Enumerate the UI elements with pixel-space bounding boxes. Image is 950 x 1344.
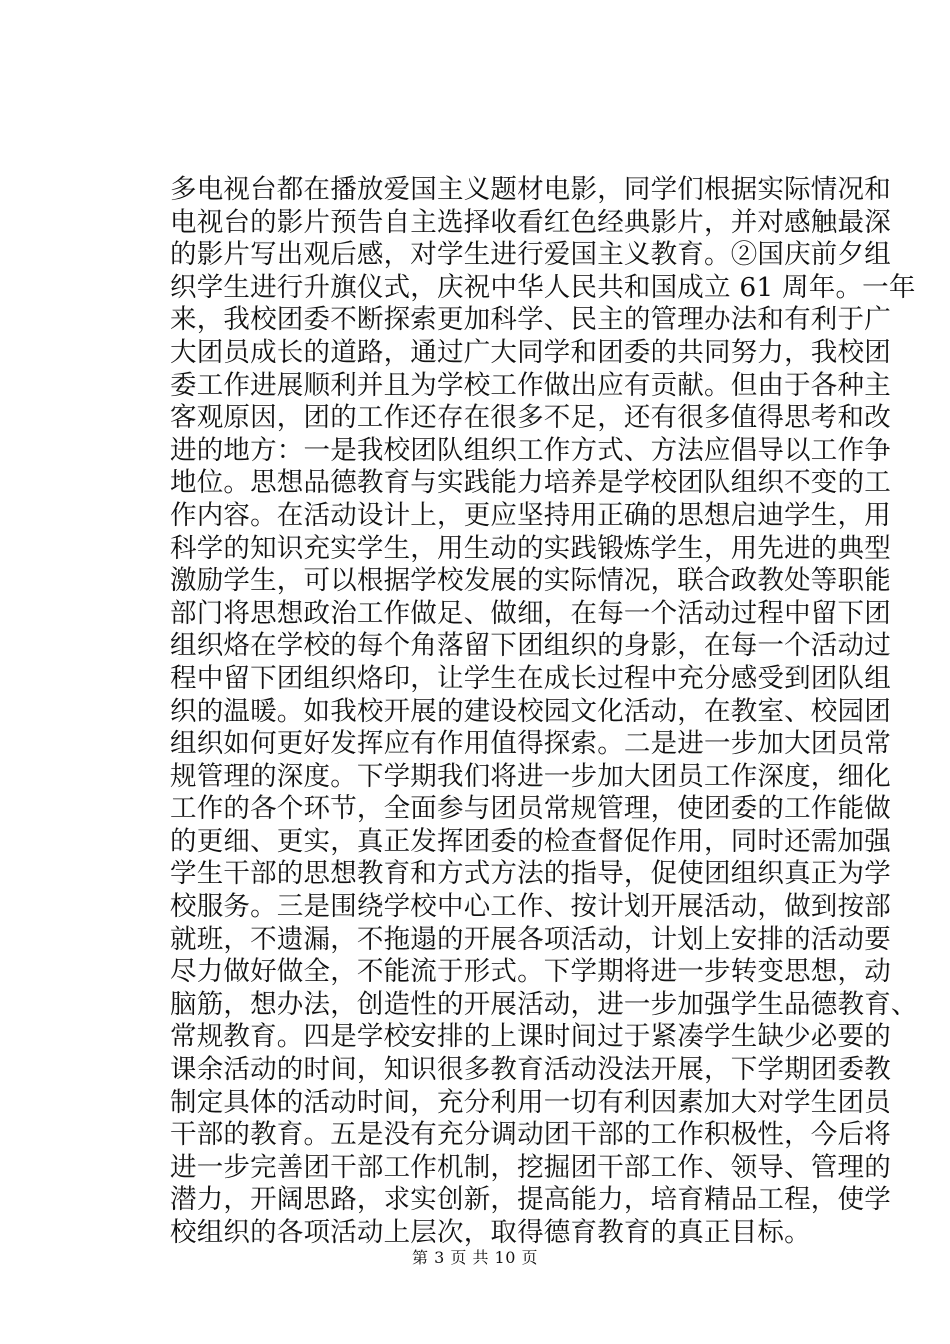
text-line: 的影片写出观后感，对学生进行爱国主义教育。②国庆前夕组 [170, 239, 891, 271]
text-line: 常规教育。四是学校安排的上课时间过于紧凑学生缺少必要的 [170, 1021, 891, 1053]
text-line: 来，我校团委不断探索更加科学、民主的管理办法和有利于广 [170, 304, 891, 336]
body-paragraph [170, 174, 918, 1250]
text-line: 委工作进展顺利并且为学校工作做出应有贡献。但由于各种主 [170, 369, 891, 401]
text-line: 多电视台都在播放爱国主义题材电影，同学们根据实际情况和 [170, 174, 891, 205]
text-line: 作内容。在活动设计上，更应坚持用正确的思想启迪学生，用 [170, 499, 891, 531]
text-line: 潜力，开阔思路，求实创新，提高能力，培育精品工程，使学 [170, 1184, 891, 1216]
text-line: 客观原因，团的工作还存在很多不足，还有很多值得思考和改 [170, 402, 891, 434]
text-line: 程中留下团组织烙印，让学生在成长过程中充分感受到团队组 [170, 662, 891, 694]
text-line: 校组织的各项活动上层次，取得德育教育的真正目标。 [170, 1217, 811, 1248]
text-line: 脑筋，想办法，创造性的开展活动，进一步加强学生品德教育、 [170, 988, 918, 1020]
text-line: 就班，不遗漏，不拖遢的开展各项活动，计划上安排的活动要 [170, 923, 891, 955]
text-line: 大团员成长的道路，通过广大同学和团委的共同努力，我校团 [170, 336, 891, 368]
text-line: 地位。思想品德教育与实践能力培养是学校团队组织不变的工 [170, 467, 891, 499]
text-line: 激励学生，可以根据学校发展的实际情况，联合政教处等职能 [170, 565, 891, 597]
text-line: 课余活动的时间，知识很多教育活动没法开展，下学期团委教 [170, 1054, 891, 1086]
text-line: 织的温暖。如我校开展的建设校园文化活动，在教室、校园团 [170, 695, 891, 727]
text-line: 织学生进行升旗仪式，庆祝中华人民共和国成立 61 周年。一年 [170, 271, 916, 303]
text-line: 进一步完善团干部工作机制，挖掘团干部工作、领导、管理的 [170, 1151, 891, 1183]
text-line: 工作的各个环节，全面参与团员常规管理，使团委的工作能做 [170, 793, 891, 825]
text-line: 组织如何更好发挥应有作用值得探索。二是进一步加大团员常 [170, 728, 891, 760]
text-line: 进的地方：一是我校团队组织工作方式、方法应倡导以工作争 [170, 434, 891, 466]
text-line: 制定具体的活动时间，充分利用一切有利因素加大对学生团员 [170, 1086, 891, 1118]
text-line: 的更细、更实，真正发挥团委的检查督促作用，同时还需加强 [170, 825, 891, 857]
text-line: 科学的知识充实学生，用生动的实践锻炼学生，用先进的典型 [170, 532, 891, 564]
text-line: 部门将思想政治工作做足、做细，在每一个活动过程中留下团 [170, 597, 891, 629]
text-line: 规管理的深度。下学期我们将进一步加大团员工作深度，细化 [170, 760, 891, 792]
text-line: 学生干部的思想教育和方式方法的指导，促使团组织真正为学 [170, 858, 891, 890]
page-number-footer: 第 3 页 共 10 页 [412, 1248, 538, 1267]
text-line: 校服务。三是围绕学校中心工作、按计划开展活动，做到按部 [170, 891, 891, 923]
text-line: 电视台的影片预告自主选择收看红色经典影片，并对感触最深 [170, 206, 891, 238]
text-line: 尽力做好做全，不能流于形式。下学期将进一步转变思想，动 [170, 956, 891, 988]
text-line: 组织烙在学校的每个角落留下团组织的身影，在每一个活动过 [170, 630, 891, 662]
text-line: 干部的教育。五是没有充分调动团干部的工作积极性，今后将 [170, 1119, 891, 1151]
